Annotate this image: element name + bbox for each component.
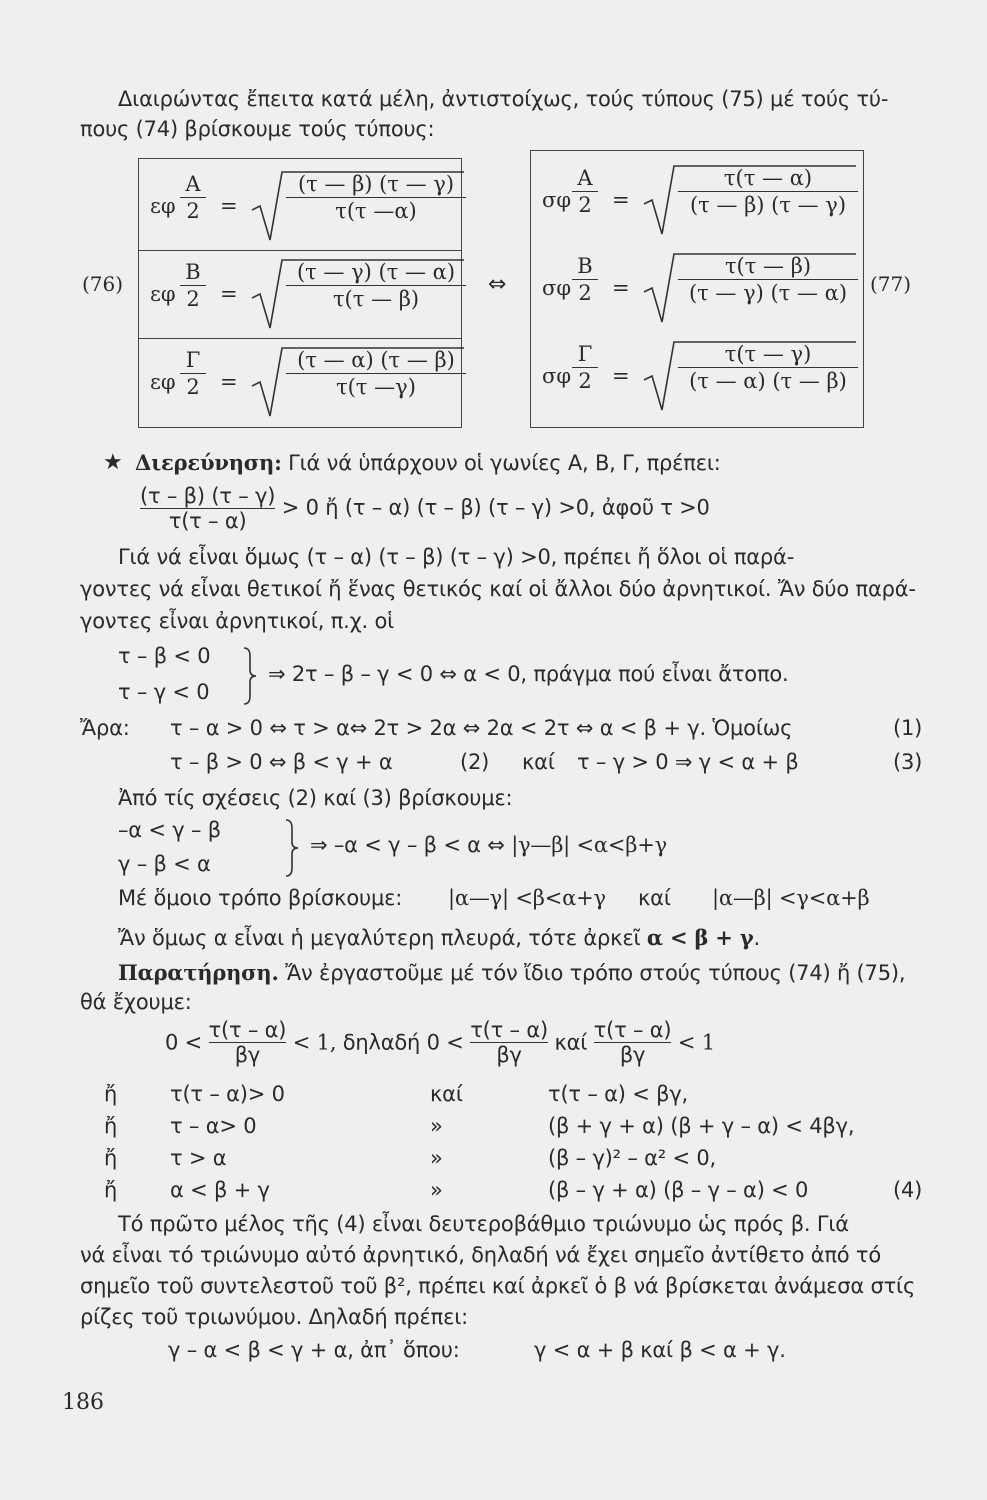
discussion-line <box>135 450 721 475</box>
fraction-bar <box>678 279 858 280</box>
final-line-2: νά εἶναι τό τριώνυμο αὐτό ἀρνητικό, δηλαδή νά ἔχει σημεῖο ἀντίθετο ἀπό τό <box>80 1243 882 1267</box>
largest-text: Ἄν ὅμως α εἶναι ἡ μεγαλύτερη πλευρά, τότε ἀρκεῖ <box>118 926 647 950</box>
ara-line-1: τ – α > 0 ⇔ τ > α⇔ 2τ > 2α ⇔ 2α < 2τ ⇔ α < β + γ. Ὁμοίως <box>170 716 793 740</box>
chain-left: α < β + γ <box>170 1178 270 1202</box>
equals-sign: = <box>220 370 238 394</box>
remark-text: Ἄν ἐργαστοῦμε μέ τόν ἴδιο τρόπο στούς τύπους (74) ἤ (75), <box>278 961 906 985</box>
fraction-denominator: βγ <box>496 1043 522 1068</box>
fraction-denominator: (τ — γ) (τ — α) <box>688 281 848 305</box>
ineq-fraction-1 <box>209 1018 287 1067</box>
ara-tag-3: (3) <box>893 750 923 774</box>
function-name: εφ <box>150 282 176 306</box>
chain-right: τ(τ – α) < βγ, <box>548 1082 689 1106</box>
final-result-a: γ – α < β < γ + α, ἀπ᾽ ὅπου: <box>168 1338 460 1362</box>
chain-left: τ – α> 0 <box>170 1114 257 1138</box>
angle-denominator: 2 <box>578 369 592 393</box>
equals-sign: = <box>220 194 238 218</box>
from-row-1: –α < γ – β <box>118 818 221 842</box>
function-name: εφ <box>150 370 176 394</box>
fraction-denominator: τ(τ — β) <box>332 287 420 311</box>
equivalence-arrow: ⇔ <box>488 272 507 297</box>
angle-denominator: 2 <box>186 287 200 311</box>
star-icon: ★ <box>103 450 123 475</box>
fraction-numerator: (τ — β) (τ — γ) <box>297 172 455 196</box>
angle-numerator: Α <box>185 172 201 196</box>
fraction-bar <box>286 197 466 198</box>
intro-line-2: πους (74) βρίσκουμε τούς τύπους: <box>80 117 435 141</box>
angle-numerator: Γ <box>185 348 201 372</box>
chain-right: (β – γ)² – α² < 0, <box>548 1146 716 1170</box>
function-name: σφ <box>542 188 572 212</box>
fraction-denominator: βγ <box>619 1043 646 1068</box>
similarly-formula-2: |α—β| <γ<α+β <box>712 886 870 910</box>
final-line-1: Τό πρῶτο μέλος τῆς (4) εἶναι δευτεροβάθμιο τριώνυμο ὡς πρός β. Γιά <box>118 1212 849 1236</box>
fraction-bar <box>180 197 206 198</box>
final-result-b: γ < α + β καί β < α + γ. <box>534 1338 786 1362</box>
angle-denominator: 2 <box>578 281 592 305</box>
fraction-numerator: τ(τ – α) <box>208 1018 287 1042</box>
ara-and: καί <box>522 750 555 774</box>
fraction-bar <box>180 373 206 374</box>
discussion-text: Γιά νά ὑπάρχουν οἱ γωνίες Α, Β, Γ, πρέπει: <box>281 451 721 475</box>
angle-denominator: 2 <box>186 375 200 399</box>
system1-row-2: τ – γ < 0 <box>118 680 210 704</box>
fraction-numerator: (τ – β) (τ – γ) <box>140 484 276 508</box>
fraction-bar <box>286 285 466 286</box>
inequality-row <box>165 1018 715 1067</box>
fraction-numerator: (τ — γ) (τ — α) <box>296 260 456 284</box>
fraction-bar <box>678 191 858 192</box>
chain-mid: » <box>430 1178 443 1202</box>
system1-result: ⇒ 2τ – β – γ < 0 ⇔ α < 0, πράγμα πού εἶναι ἄτοπο. <box>268 662 789 686</box>
intro-line-1: Διαιρώντας ἔπειτα κατά μέλη, ἀντιστοίχως, τούς τύπους (75) μέ τούς τύ- <box>118 87 889 111</box>
less-one-2: < 1 <box>677 1030 715 1055</box>
fraction-denominator: τ(τ – α) <box>168 509 247 534</box>
fraction-bar <box>180 285 206 286</box>
ara-label: Ἄρα: <box>80 716 130 740</box>
from-text: Ἀπό τίς σχέσεις (2) καί (3) βρίσκουμε: <box>118 786 513 810</box>
ineq-fraction-2 <box>470 1018 548 1067</box>
namely-word: δηλαδή <box>342 1030 421 1055</box>
fraction-numerator: τ(τ — γ) <box>724 342 812 366</box>
radicand-fraction <box>286 172 466 223</box>
chain-tag: (4) <box>893 1178 923 1202</box>
divider <box>138 338 462 339</box>
fraction-bar <box>572 191 598 192</box>
angle-fraction <box>180 172 206 223</box>
angle-fraction <box>572 254 598 305</box>
system1-row-1: τ – β < 0 <box>118 644 211 668</box>
equals-sign: = <box>612 364 630 388</box>
right-brace-icon <box>284 818 300 878</box>
ara-tag-2: (2) <box>460 750 490 774</box>
para1-line-3: γοντες εἶναι ἀρνητικοί, π.χ. οἱ <box>80 609 395 633</box>
angle-fraction <box>180 260 206 311</box>
radicand-fraction <box>678 254 858 305</box>
radicand-fraction <box>678 342 858 393</box>
angle-fraction <box>572 342 598 393</box>
function-name: σφ <box>542 364 572 388</box>
equals-sign: = <box>612 276 630 300</box>
ara-line-2c: τ – γ > 0 ⇒ γ < α + β <box>577 750 799 774</box>
chain-or: ἤ <box>104 1082 118 1106</box>
similarly-formula-1: |α—γ| <β<α+γ <box>448 886 606 910</box>
condition-fraction <box>140 484 275 533</box>
chain-mid: καί <box>430 1082 463 1106</box>
fraction-numerator: τ(τ — α) <box>723 166 813 190</box>
largest-line <box>118 925 760 950</box>
fraction-numerator: τ(τ — β) <box>724 254 812 278</box>
function-name: σφ <box>542 276 572 300</box>
fraction-denominator: τ(τ —α) <box>335 199 417 223</box>
para1-line-1: Γιά νά εἶναι ὅμως (τ – α) (τ – β) (τ – γ) >0, πρέπει ἤ ὅλοι οἱ παρά- <box>118 545 795 569</box>
para1-line-2: γοντες νά εἶναι θετικοί ἤ ἕνας θετικός καί οἱ ἄλλοι δύο ἀρνητικοί. Ἄν δύο παρά- <box>80 577 916 601</box>
final-line-4: ρίζες τοῦ τριωνύμου. Δηλαδή πρέπει: <box>80 1305 469 1329</box>
remark-heading: Παρατήρηση. <box>118 960 279 985</box>
ara-line-2a: τ – β > 0 ⇔ β < γ + α <box>170 750 393 774</box>
right-brace-icon <box>242 646 258 706</box>
ineq-fraction-3 <box>594 1018 672 1067</box>
angle-numerator: Β <box>185 260 201 284</box>
zero-less-2: 0 < <box>426 1030 464 1055</box>
formula-label-77: (77) <box>870 272 912 296</box>
angle-denominator: 2 <box>578 193 592 217</box>
fraction-bar <box>678 367 858 368</box>
zero-less: 0 < <box>165 1030 203 1055</box>
chain-mid: » <box>430 1114 443 1138</box>
from-result <box>310 833 667 857</box>
from-result-b: |γ—β| <α<β+γ <box>511 833 667 857</box>
fraction-numerator: (τ — α) (τ — β) <box>297 348 455 372</box>
equals-sign: = <box>220 282 238 306</box>
chain-or: ἤ <box>104 1146 118 1170</box>
fraction-denominator: βγ <box>234 1043 261 1068</box>
fraction-numerator: τ(τ – α) <box>470 1018 548 1042</box>
angle-denominator: 2 <box>186 199 200 223</box>
fraction-bar <box>572 279 598 280</box>
remark-line-2: θά ἔχουμε: <box>80 990 192 1014</box>
chain-mid: » <box>430 1146 443 1170</box>
from-row-2: γ – β < α <box>118 852 211 876</box>
similarly-text: Μέ ὅμοιο τρόπο βρίσκουμε: <box>118 886 403 910</box>
fraction-bar <box>286 373 466 374</box>
fraction-bar <box>572 367 598 368</box>
divider <box>138 250 462 251</box>
discussion-condition <box>140 484 710 533</box>
final-line-3: σημεῖο τοῦ συντελεστοῦ τοῦ β², πρέπει καί ἀρκεῖ ὁ β νά βρίσκεται ἀνάμεσα στίς <box>80 1274 916 1298</box>
largest-end: . <box>753 926 760 950</box>
similarly-and: καί <box>638 886 671 910</box>
angle-numerator: Β <box>577 254 593 278</box>
angle-numerator: Γ <box>577 342 593 366</box>
chain-or: ἤ <box>104 1178 118 1202</box>
angle-fraction <box>572 166 598 217</box>
chain-or: ἤ <box>104 1114 118 1138</box>
ara-tag-1: (1) <box>893 716 923 740</box>
function-name: εφ <box>150 194 176 218</box>
page-number: 186 <box>62 1390 104 1415</box>
chain-right: (β + γ + α) (β + γ – α) < 4βγ, <box>548 1114 855 1138</box>
chain-left: τ > α <box>170 1146 227 1170</box>
radicand-fraction <box>286 260 466 311</box>
angle-numerator: Α <box>577 166 593 190</box>
radicand-fraction <box>678 166 858 217</box>
fraction-numerator: τ(τ – α) <box>593 1018 672 1042</box>
equals-sign: = <box>612 188 630 212</box>
discussion-heading: Διερεύνηση: <box>135 450 282 475</box>
less-one: < 1, <box>292 1030 337 1055</box>
remark-line <box>118 960 905 985</box>
radicand-fraction <box>286 348 466 399</box>
largest-bold: α < β + γ <box>646 925 754 950</box>
formula-label-76: (76) <box>82 272 124 296</box>
and-word: καί <box>554 1030 588 1055</box>
chain-left: τ(τ – α)> 0 <box>170 1082 285 1106</box>
angle-fraction <box>180 348 206 399</box>
fraction-denominator: (τ — α) (τ — β) <box>689 369 847 393</box>
chain-right: (β – γ + α) (β – γ – α) < 0 <box>548 1178 809 1202</box>
fraction-denominator: (τ — β) (τ — γ) <box>689 193 847 217</box>
fraction-denominator: τ(τ —γ) <box>336 375 416 399</box>
condition-rest: > 0 ἤ (τ – α) (τ – β) (τ – γ) >0, ἀφοῦ τ >0 <box>275 495 710 520</box>
from-result-a: ⇒ –α < γ – β < α ⇔ <box>310 833 512 857</box>
